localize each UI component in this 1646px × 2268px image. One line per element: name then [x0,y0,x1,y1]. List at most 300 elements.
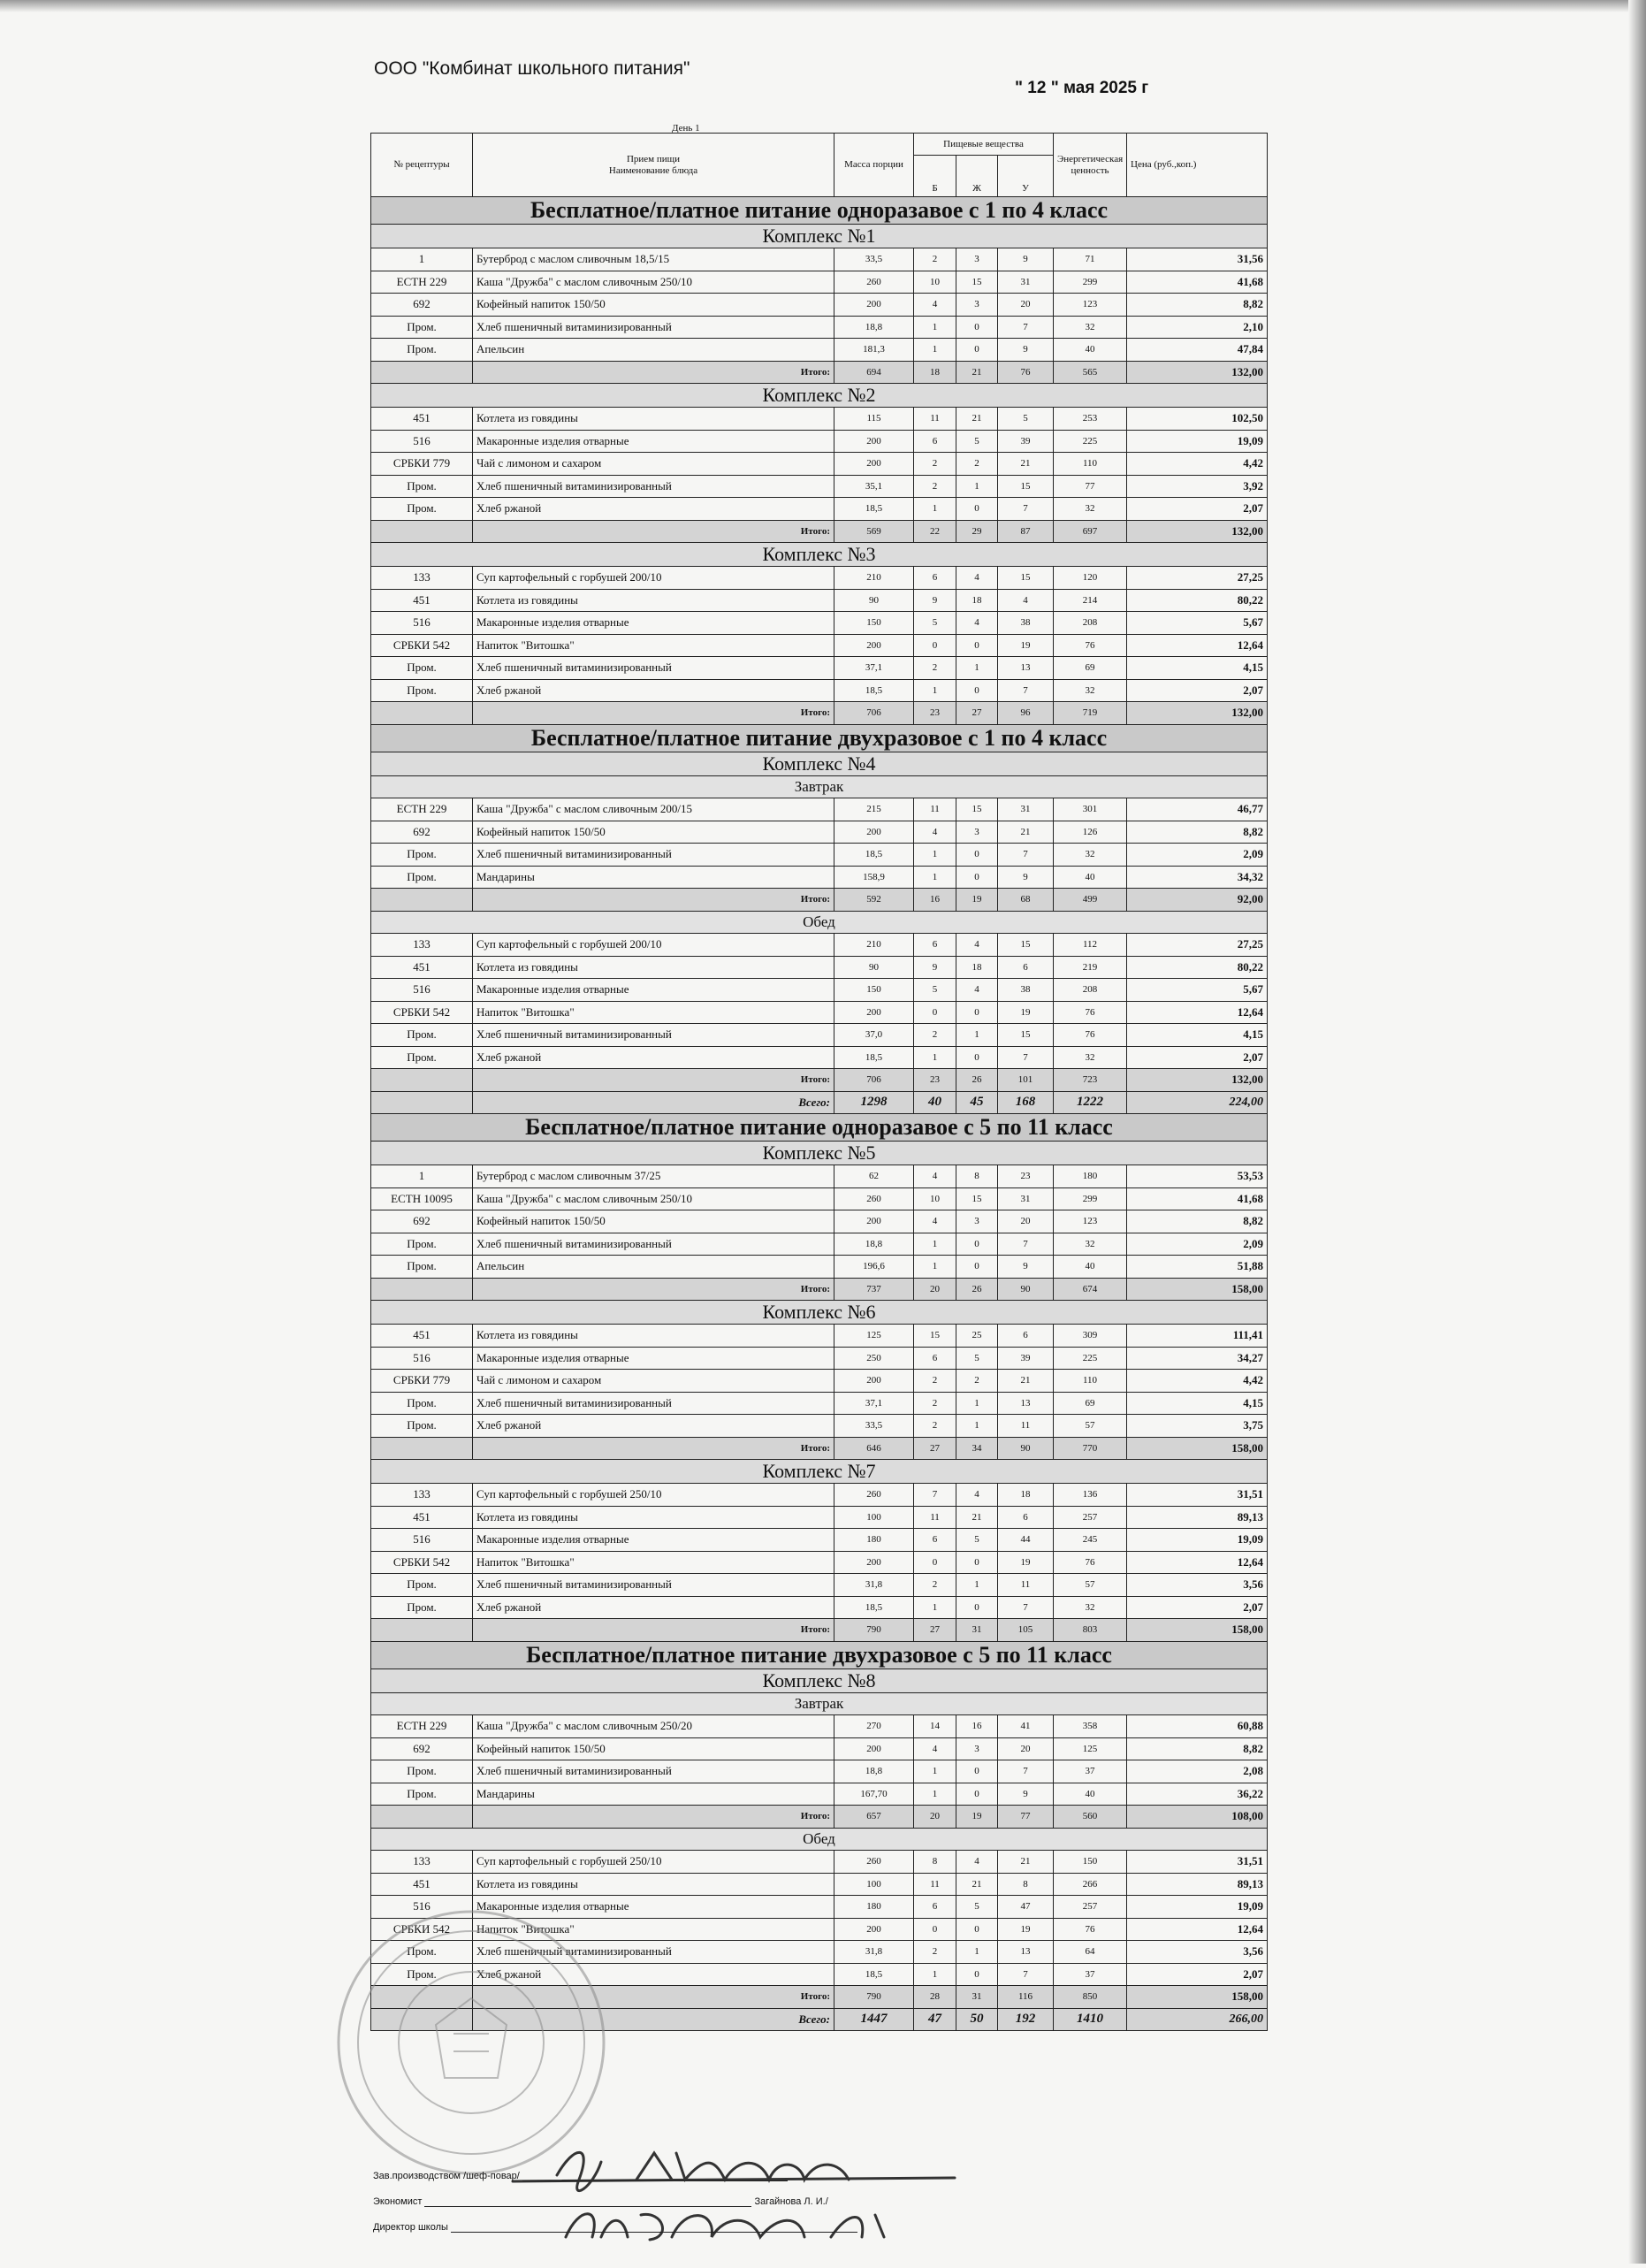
fat-value: 4 [956,612,998,635]
grand-total-row [371,1091,1268,1114]
chef-signature-line [373,2170,788,2181]
total-label: Итого: [473,1986,834,2009]
carbs-value: 7 [998,1046,1054,1069]
dish-name: Макаронные изделия отварные [473,612,834,635]
price-value: 80,22 [1127,956,1268,979]
price-value: 47,84 [1127,339,1268,362]
recipe-code: 516 [371,430,473,453]
total-mass: 790 [834,1619,914,1642]
dish-name: Суп картофельный с горбушей 200/10 [473,567,834,590]
carbs-value: 9 [998,866,1054,889]
carbs-value: 15 [998,567,1054,590]
price-value: 46,77 [1127,798,1268,821]
energy-value: 71 [1054,248,1127,271]
total-mass: 592 [834,889,914,912]
carbs-value: 9 [998,248,1054,271]
carbs-value: 7 [998,1963,1054,1986]
total-price: 132,00 [1127,361,1268,384]
total-carbs: 96 [998,702,1054,725]
dish-name: Хлеб пшеничный витаминизированный [473,1941,834,1964]
total-fat: 19 [956,889,998,912]
protein-value: 0 [914,634,956,657]
fat-value: 15 [956,1187,998,1210]
dish-name: Апельсин [473,339,834,362]
carbs-value: 6 [998,956,1054,979]
energy-value: 37 [1054,1963,1127,1986]
recipe-code: СРБКИ 779 [371,453,473,476]
total-empty-cell [371,702,473,725]
director-signature-line [373,2221,857,2233]
protein-value: 10 [914,271,956,294]
dish-name: Кофейный напиток 150/50 [473,1737,834,1760]
energy-value: 76 [1054,1001,1127,1024]
dish-name: Апельсин [473,1256,834,1279]
price-value: 4,42 [1127,453,1268,476]
total-energy: 1222 [1054,1091,1127,1114]
carbs-value: 31 [998,271,1054,294]
energy-value: 266 [1054,1873,1127,1896]
total-fat: 31 [956,1619,998,1642]
total-protein: 20 [914,1806,956,1829]
fat-value: 0 [956,1760,998,1783]
meal-header-row [371,911,1268,934]
complex-title: Комплекс №5 [371,1142,1268,1165]
total-carbs: 192 [998,2008,1054,2031]
energy-value: 32 [1054,679,1127,702]
dish-name: Хлеб ржаной [473,679,834,702]
recipe-code: Пром. [371,475,473,498]
total-price: 132,00 [1127,702,1268,725]
portion-mass: 250 [834,1347,914,1370]
carbs-value: 13 [998,1941,1054,1964]
total-empty-cell [371,520,473,543]
energy-value: 123 [1054,294,1127,317]
carbs-value: 39 [998,430,1054,453]
recipe-code: 451 [371,589,473,612]
protein-value: 2 [914,1370,956,1393]
complex-title: Комплекс №4 [371,752,1268,775]
portion-mass: 200 [834,294,914,317]
table-row [371,979,1268,1002]
energy-value: 69 [1054,1392,1127,1415]
price-value: 2,09 [1127,844,1268,867]
table-row [371,634,1268,657]
table-row [371,1596,1268,1619]
portion-mass: 270 [834,1715,914,1738]
table-row [371,1760,1268,1783]
total-mass: 1447 [834,2008,914,2031]
table-row [371,1187,1268,1210]
protein-value: 0 [914,1001,956,1024]
fat-value: 18 [956,589,998,612]
price-value: 2,07 [1127,1046,1268,1069]
portion-mass: 18,5 [834,498,914,521]
carbs-value: 15 [998,934,1054,957]
total-price: 158,00 [1127,1437,1268,1460]
menu-table-body [371,197,1268,2031]
total-energy: 697 [1054,520,1127,543]
dish-name: Кофейный напиток 150/50 [473,1210,834,1233]
fat-value: 2 [956,1370,998,1393]
fat-value: 21 [956,408,998,431]
energy-value: 150 [1054,1851,1127,1874]
energy-value: 253 [1054,408,1127,431]
dish-name: Напиток "Витошка" [473,1001,834,1024]
total-empty-cell [371,1437,473,1460]
header-meal-name: Прием пищи Наименование блюда [473,134,834,197]
chef-label: Зав.производством /шеф-повар/ [373,2171,520,2181]
fat-value: 3 [956,821,998,844]
price-value: 2,07 [1127,1963,1268,1986]
recipe-code: 451 [371,1325,473,1348]
carbs-value: 47 [998,1896,1054,1919]
recipe-code: Пром. [371,1783,473,1806]
portion-mass: 100 [834,1873,914,1896]
table-row [371,498,1268,521]
total-label: Итого: [473,1619,834,1642]
recipe-code: Пром. [371,679,473,702]
total-mass: 1298 [834,1091,914,1114]
protein-value: 1 [914,316,956,339]
fat-value: 1 [956,1392,998,1415]
dish-name: Напиток "Витошка" [473,634,834,657]
total-protein: 40 [914,1091,956,1114]
total-fat: 50 [956,2008,998,2031]
portion-mass: 200 [834,1370,914,1393]
carbs-value: 13 [998,1392,1054,1415]
energy-value: 76 [1054,1918,1127,1941]
carbs-value: 7 [998,316,1054,339]
carbs-value: 19 [998,1001,1054,1024]
recipe-code: 451 [371,956,473,979]
total-protein: 47 [914,2008,956,2031]
total-price: 158,00 [1127,1278,1268,1301]
price-value: 80,22 [1127,589,1268,612]
dish-name: Котлета из говядины [473,408,834,431]
price-value: 19,09 [1127,1529,1268,1552]
fat-value: 0 [956,844,998,867]
price-value: 19,09 [1127,1896,1268,1919]
document-date: " 12 " мая 2025 г [1015,79,1149,97]
fat-value: 0 [956,1963,998,1986]
section-title: Бесплатное/платное питание одноразавое с 5 по 11 класс [371,1114,1268,1142]
portion-mass: 200 [834,1918,914,1941]
carbs-value: 41 [998,1715,1054,1738]
table-row [371,1574,1268,1597]
price-value: 3,56 [1127,1574,1268,1597]
protein-value: 5 [914,979,956,1002]
price-value: 2,09 [1127,1233,1268,1256]
portion-mass: 158,9 [834,866,914,889]
header-fat: Ж [956,156,998,197]
energy-value: 112 [1054,934,1127,957]
total-carbs: 76 [998,361,1054,384]
fat-value: 2 [956,453,998,476]
total-energy: 565 [1054,361,1127,384]
complex-title: Комплекс №8 [371,1669,1268,1692]
portion-mass: 196,6 [834,1256,914,1279]
fat-value: 0 [956,1551,998,1574]
total-carbs: 68 [998,889,1054,912]
carbs-value: 21 [998,1370,1054,1393]
fat-value: 0 [956,866,998,889]
total-label: Итого: [473,889,834,912]
protein-value: 1 [914,1046,956,1069]
carbs-value: 21 [998,821,1054,844]
dish-name: Хлеб пшеничный витаминизированный [473,1574,834,1597]
total-fat: 19 [956,1806,998,1829]
header-mass: Масса порции [834,134,914,197]
table-row [371,271,1268,294]
total-empty-cell [371,1619,473,1642]
total-mass: 646 [834,1437,914,1460]
total-fat: 31 [956,1986,998,2009]
energy-value: 32 [1054,316,1127,339]
protein-value: 4 [914,1165,956,1188]
meal-title: Обед [371,911,1268,934]
meal-title: Обед [371,1828,1268,1851]
total-energy: 560 [1054,1806,1127,1829]
portion-mass: 37,0 [834,1024,914,1047]
portion-mass: 210 [834,934,914,957]
complex-header-row [371,543,1268,567]
price-value: 27,25 [1127,567,1268,590]
energy-value: 40 [1054,1783,1127,1806]
protein-value: 6 [914,1347,956,1370]
energy-value: 40 [1054,1256,1127,1279]
table-row [371,1737,1268,1760]
total-price: 92,00 [1127,889,1268,912]
total-label: Всего: [473,1091,834,1114]
energy-value: 245 [1054,1529,1127,1552]
carbs-value: 9 [998,339,1054,362]
dish-name: Макаронные изделия отварные [473,1896,834,1919]
price-value: 2,07 [1127,1596,1268,1619]
energy-value: 219 [1054,956,1127,979]
portion-mass: 90 [834,956,914,979]
fat-value: 3 [956,248,998,271]
fat-value: 0 [956,498,998,521]
portion-mass: 18,8 [834,1760,914,1783]
table-row [371,453,1268,476]
energy-value: 32 [1054,498,1127,521]
price-value: 41,68 [1127,1187,1268,1210]
recipe-code: ЕСТН 229 [371,271,473,294]
carbs-value: 19 [998,1918,1054,1941]
protein-value: 14 [914,1715,956,1738]
total-energy: 1410 [1054,2008,1127,2031]
dish-name: Хлеб пшеничный витаминизированный [473,844,834,867]
fat-value: 1 [956,1574,998,1597]
subtotal-row [371,889,1268,912]
portion-mass: 180 [834,1896,914,1919]
dish-name: Хлеб ржаной [473,1963,834,1986]
dish-name: Хлеб пшеничный витаминизированный [473,657,834,680]
fat-value: 5 [956,430,998,453]
total-empty-cell [371,361,473,384]
total-label: Итого: [473,702,834,725]
total-protein: 23 [914,702,956,725]
total-fat: 34 [956,1437,998,1460]
section-title: Бесплатное/платное питание двухразовое с 1 по 4 класс [371,724,1268,752]
total-empty-cell [371,889,473,912]
price-value: 8,82 [1127,1737,1268,1760]
portion-mass: 260 [834,1187,914,1210]
total-price: 158,00 [1127,1619,1268,1642]
total-protein: 27 [914,1619,956,1642]
recipe-code: 1 [371,248,473,271]
meal-header-row [371,1692,1268,1715]
carbs-value: 7 [998,679,1054,702]
energy-value: 180 [1054,1165,1127,1188]
table-row [371,1873,1268,1896]
carbs-value: 20 [998,1210,1054,1233]
protein-value: 1 [914,844,956,867]
total-protein: 16 [914,889,956,912]
carbs-value: 9 [998,1256,1054,1279]
dish-name: Суп картофельный с горбушей 250/10 [473,1484,834,1507]
energy-value: 76 [1054,1551,1127,1574]
section-header-row [371,1114,1268,1142]
carbs-value: 38 [998,979,1054,1002]
total-mass: 657 [834,1806,914,1829]
recipe-code: Пром. [371,316,473,339]
table-row [371,430,1268,453]
fat-value: 1 [956,1024,998,1047]
section-header-row [371,197,1268,225]
total-protein: 18 [914,361,956,384]
price-value: 4,15 [1127,1024,1268,1047]
carbs-value: 7 [998,1233,1054,1256]
protein-value: 5 [914,612,956,635]
total-price: 266,00 [1127,2008,1268,2031]
protein-value: 11 [914,1506,956,1529]
table-row [371,657,1268,680]
price-value: 3,56 [1127,1941,1268,1964]
table-row [371,798,1268,821]
portion-mass: 18,5 [834,1046,914,1069]
energy-value: 301 [1054,798,1127,821]
total-energy: 850 [1054,1986,1127,2009]
table-row [371,612,1268,635]
recipe-code: 133 [371,567,473,590]
dish-name: Макаронные изделия отварные [473,430,834,453]
portion-mass: 200 [834,1001,914,1024]
table-row [371,294,1268,317]
recipe-code: Пром. [371,1941,473,1964]
energy-value: 110 [1054,453,1127,476]
recipe-code: 133 [371,1851,473,1874]
energy-value: 32 [1054,1233,1127,1256]
portion-mass: 200 [834,1737,914,1760]
recipe-code: СРБКИ 542 [371,634,473,657]
table-row [371,1551,1268,1574]
price-value: 12,64 [1127,1001,1268,1024]
portion-mass: 210 [834,567,914,590]
energy-value: 76 [1054,1024,1127,1047]
dish-name: Напиток "Витошка" [473,1918,834,1941]
portion-mass: 100 [834,1506,914,1529]
total-carbs: 90 [998,1278,1054,1301]
meal-title: Завтрак [371,1692,1268,1715]
portion-mass: 181,3 [834,339,914,362]
total-empty-cell [371,1091,473,1114]
dish-name: Бутерброд с маслом сливочным 37/25 [473,1165,834,1188]
dish-name: Кофейный напиток 150/50 [473,821,834,844]
energy-value: 32 [1054,844,1127,867]
dish-name: Чай с лимоном и сахаром [473,1370,834,1393]
portion-mass: 200 [834,821,914,844]
dish-name: Хлеб ржаной [473,498,834,521]
energy-value: 299 [1054,271,1127,294]
recipe-code: Пром. [371,339,473,362]
price-value: 12,64 [1127,1551,1268,1574]
carbs-value: 19 [998,1551,1054,1574]
table-row [371,1233,1268,1256]
portion-mass: 200 [834,430,914,453]
carbs-value: 7 [998,1760,1054,1783]
energy-value: 76 [1054,634,1127,657]
recipe-code: ЕСТН 229 [371,798,473,821]
subtotal-row [371,1619,1268,1642]
energy-value: 69 [1054,657,1127,680]
total-label: Итого: [473,1069,834,1092]
fat-value: 4 [956,979,998,1002]
price-value: 2,10 [1127,316,1268,339]
subtotal-row [371,520,1268,543]
total-price: 132,00 [1127,520,1268,543]
energy-value: 358 [1054,1715,1127,1738]
dish-name: Суп картофельный с горбушей 200/10 [473,934,834,957]
total-carbs: 168 [998,1091,1054,1114]
price-value: 3,75 [1127,1415,1268,1438]
energy-value: 257 [1054,1896,1127,1919]
fat-value: 16 [956,1715,998,1738]
fat-value: 1 [956,475,998,498]
scan-right-edge [1628,0,1646,2264]
economist-name: Загайнова Л. И./ [754,2196,828,2207]
portion-mass: 18,5 [834,679,914,702]
complex-header-row [371,752,1268,775]
protein-value: 9 [914,956,956,979]
table-row [371,1325,1268,1348]
total-carbs: 101 [998,1069,1054,1092]
total-mass: 790 [834,1986,914,2009]
complex-header-row [371,384,1268,408]
complex-title: Комплекс №2 [371,384,1268,408]
dish-name: Мандарины [473,866,834,889]
total-carbs: 77 [998,1806,1054,1829]
carbs-value: 7 [998,844,1054,867]
fat-value: 4 [956,934,998,957]
portion-mass: 200 [834,634,914,657]
table-row [371,475,1268,498]
recipe-code: 692 [371,294,473,317]
carbs-value: 31 [998,798,1054,821]
protein-value: 2 [914,453,956,476]
dish-name: Макаронные изделия отварные [473,1529,834,1552]
protein-value: 2 [914,248,956,271]
protein-value: 6 [914,1529,956,1552]
fat-value: 21 [956,1873,998,1896]
recipe-code: Пром. [371,1024,473,1047]
recipe-code: 451 [371,408,473,431]
portion-mass: 115 [834,408,914,431]
carbs-value: 6 [998,1325,1054,1348]
total-energy: 803 [1054,1619,1127,1642]
recipe-code: 451 [371,1873,473,1896]
complex-title: Комплекс №1 [371,225,1268,248]
